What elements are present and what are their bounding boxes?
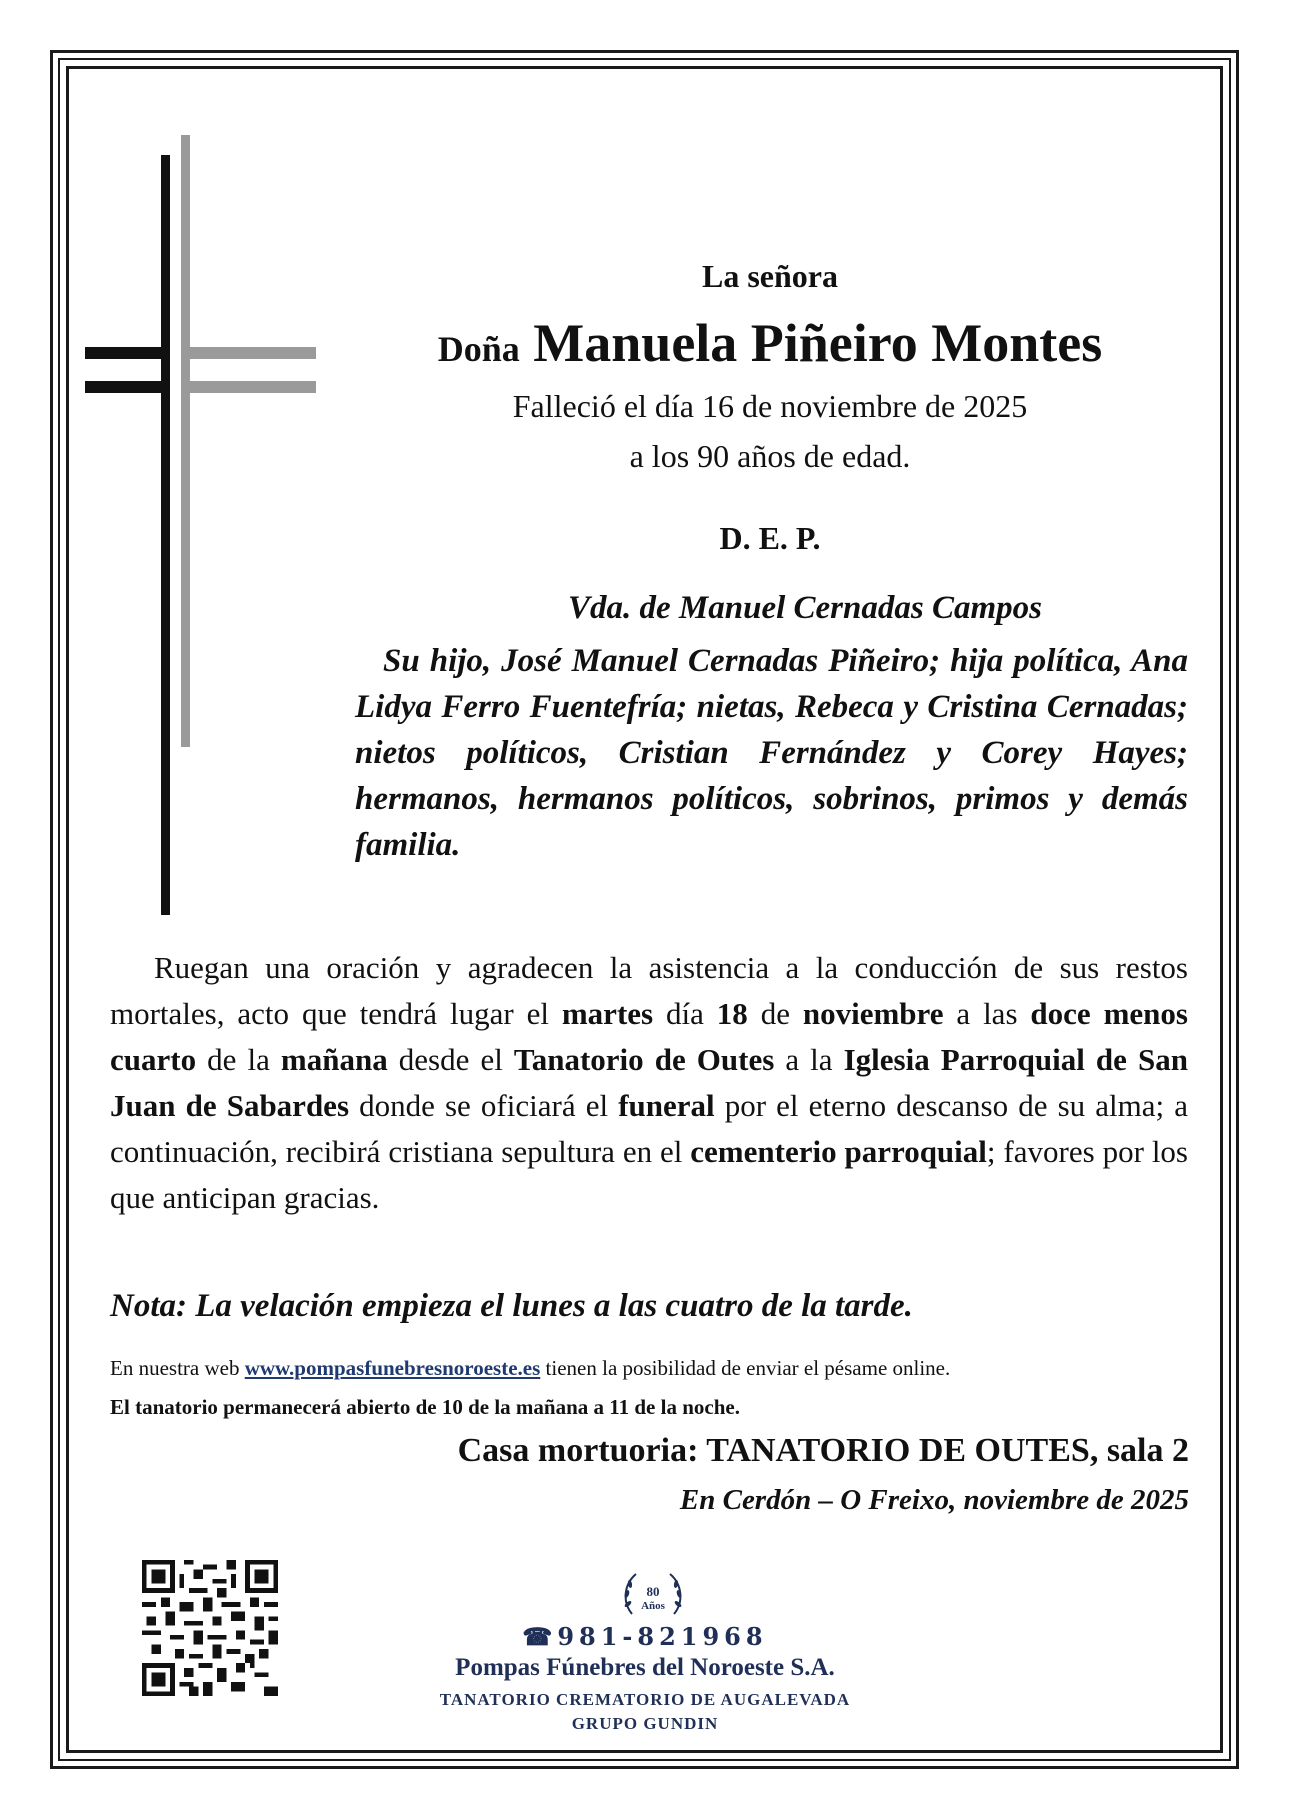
web-prefix: En nuestra web	[110, 1356, 245, 1380]
cross-icon	[85, 135, 325, 915]
web-line	[110, 1356, 950, 1381]
phone-line	[400, 1622, 890, 1651]
widow-line: Vda. de Manuel Cernadas Campos	[568, 590, 1042, 626]
death-date-line: Falleció el día 16 de noviembre de 2025	[512, 388, 1028, 424]
casa-mortuoria: Casa mortuoria: TANATORIO DE OUTES, sala 2	[457, 1432, 1189, 1469]
name-prefix: Doña	[437, 329, 520, 369]
dep-line: D. E. P.	[719, 520, 821, 556]
phone-icon: ☎	[522, 1622, 558, 1651]
qr-code-icon[interactable]	[142, 1560, 278, 1696]
age-line: a los 90 años de edad.	[629, 438, 911, 474]
nota-line: Nota: La velación empieza el lunes a las cuatro de la tarde.	[110, 1288, 913, 1324]
family-list: Su hijo, José Manuel Cernadas Piñeiro; hija política, Ana Lidya Ferro Fuentefría; nietas, Rebeca y Cristina Cernadas; nietos políticos, Cristian Fernández y Corey Hayes; hermanos, hermanos políticos, sobrinos, primos y demás familia.	[355, 643, 1188, 863]
place-date: En Cerdón – O Freixo, noviembre de 2025	[679, 1484, 1189, 1516]
name-text: Manuela Piñeiro Montes	[533, 313, 1103, 373]
opening-hours: El tanatorio permanecerá abierto de 10 de la mañana a 11 de la noche.	[110, 1395, 740, 1419]
svg-text:Años: Años	[641, 1600, 665, 1612]
title-la-senora: La señora	[702, 258, 838, 294]
phone-number[interactable]: 981-821968	[557, 1622, 768, 1651]
company-name: Pompas Fúnebres del Noroeste S.A.	[455, 1654, 835, 1681]
funeral-details: Ruegan una oración y agradecen la asistencia a la conducción de sus restos mortales, acto que tendrá lugar el martes día 18 de noviembre a las doce menos cuarto de la mañana desde el Tanatorio de Outes a la Iglesia Parroquial de San Juan de Sabardes donde se oficiará el funeral por el eterno descanso de su alma; a continuación, recibirá cristiana sepultura en el cementerio parroquial; favores por los que anticipan gracias.	[110, 950, 1189, 1215]
svg-text:80: 80	[646, 1584, 660, 1599]
company-subtitle: TANATORIO CREMATORIO DE AUGALEVADA	[439, 1690, 851, 1709]
website-link[interactable]: www.pompasfunebresnoroeste.es	[244, 1356, 541, 1380]
company-group: GRUPO GUNDIN	[571, 1714, 719, 1733]
web-suffix: tienen la posibilidad de enviar el pésame online.	[540, 1356, 951, 1380]
deceased-name	[350, 312, 1190, 374]
